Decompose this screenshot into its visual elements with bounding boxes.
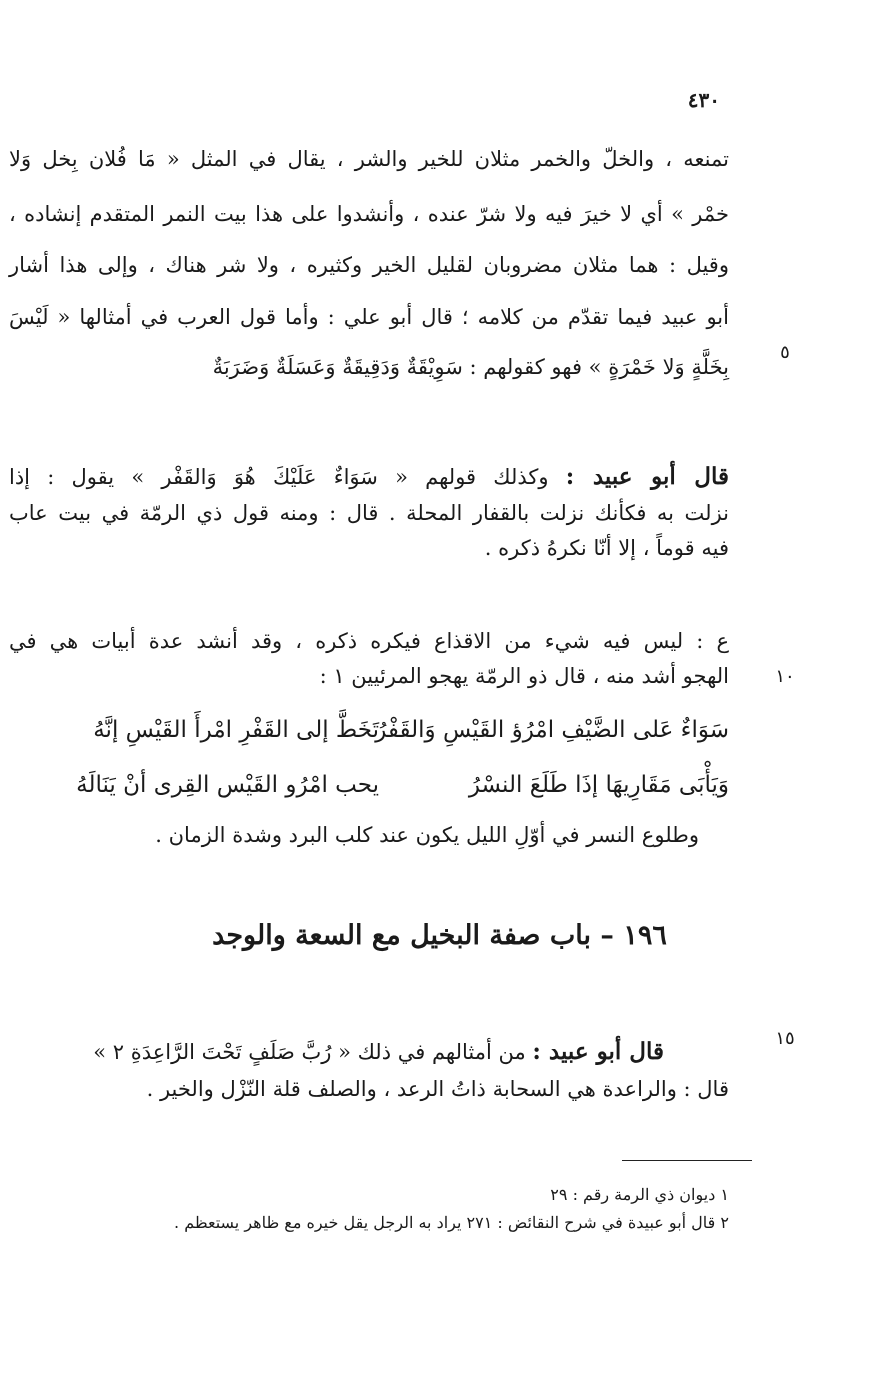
verse-second-hemistich: يحب امْرُو القَيْس القِرى أنْ يَنَالَهُ	[76, 772, 379, 798]
line-number: ١٥	[775, 1028, 795, 1049]
text-line: تمنعه ، والخلّ والخمر مثلان للخير والشر ، يقال في المثل « مَا فُلان بِخل وَلا	[9, 147, 729, 171]
section-heading: ١٩٦ – باب صفة البخيل مع السعة والوجد	[212, 920, 667, 951]
line-number: ١٠	[775, 666, 795, 687]
verse-first-hemistich: وَيَأْبَى مَقَارِيهَا إذَا طَلَعَ النسْرُ	[468, 772, 729, 798]
text-line: خمْر » أي لا خيرَ فيه ولا شرّ عنده ، وأنشدوا على هذا بيت النمر المتقدم إنشاده ،	[9, 202, 729, 226]
verse-first-hemistich: سَوَاءٌ عَلى الضَّيْفِ امْرُؤ القَيْسِ وَالقَفْرُ	[375, 717, 729, 743]
text-line: بِخَلَّةٍ وَلا خَمْرَةٍ » فهو كقولهم : سَوِيْقَةٌ وَدَقِيقَةٌ وَعَسَلَةٌ وَضَرَبَةٌ	[212, 355, 729, 379]
text-line	[9, 460, 729, 494]
line-number: ٥	[780, 342, 790, 363]
text-line: نزلت به فكأنك نزلت بالقفار المحلة . قال : ومنه قول ذي الرمّة في بيت عاب	[9, 501, 729, 525]
footnote: ٢ قال أبو عبيدة في شرح النقائض : ٢٧١ يراد به الرجل يقل خيره مع ظاهر يستعظم .	[174, 1213, 729, 1232]
text-run: من أمثالهم في ذلك « رُبَّ صَلَفٍ تَحْتَ الرَّاعِدَةِ ٢ »	[93, 1040, 526, 1064]
text-line: الهجو أشد منه ، قال ذو الرمّة يهجو المرئيين ١ :	[319, 664, 729, 688]
text-line: قال : والراعدة هي السحابة ذاتُ الرعد ، والصلف قلة النّزْل والخير .	[146, 1077, 729, 1101]
verse-note: وطلوع النسر في أوّلِ الليل يكون عند كلب البرد وشدة الزمان .	[155, 823, 699, 847]
text-run: وكذلك قولهم « سَوَاءٌ عَلَيْكَ هُوَ وَالقَفْر » يقول : إذا	[9, 465, 549, 489]
footnote: ١ ديوان ذي الرمة رقم : ٢٩	[550, 1185, 729, 1204]
page-number: ٤٣٠	[687, 88, 720, 112]
text-line	[14, 1035, 664, 1069]
text-line: ع : ليس فيه شيء من الاقذاع فيكره ذكره ، وقد أنشد عدة أبيات هي في	[9, 629, 729, 653]
speaker-lead: قال أبو عبيد :	[532, 1038, 664, 1065]
verse-second-hemistich: تَخَطَّ إلى القَفْرِ امْرأَ القَيْسِ إنَّهُ	[93, 717, 379, 743]
footnote-rule	[622, 1160, 752, 1161]
speaker-lead: قال أبو عبيد :	[565, 463, 730, 490]
text-line: فيه قوماً ، إلا أنّا نكرهُ ذكره .	[484, 536, 729, 560]
text-line: أبو عبيد فيما تقدّم من كلامه ؛ قال أبو علي : وأما قول العرب في أمثالها « لَيْسَ	[9, 305, 729, 329]
text-line: وقيل : هما مثلان مضروبان لقليل الخير وكثيره ، ولا شر هناك ، وإلى هذا أشار	[9, 253, 729, 277]
